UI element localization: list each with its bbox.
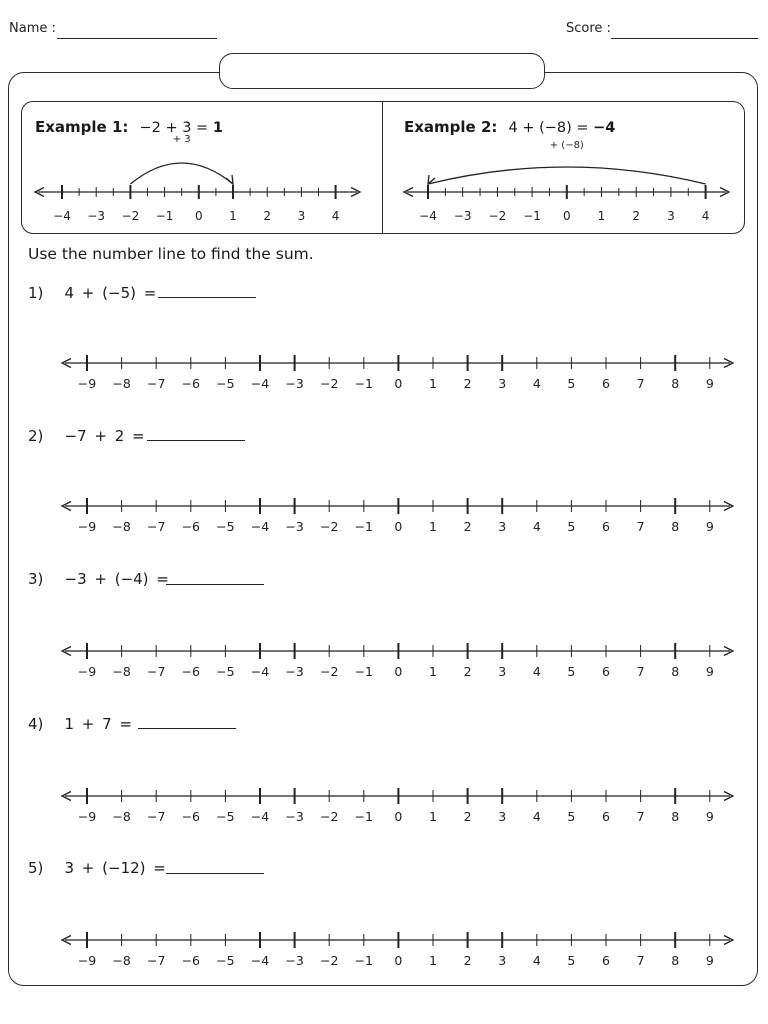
problem-3-line-tick-label-3: −6 [181, 664, 201, 679]
problem-5-line-tick-label-4: −5 [216, 953, 235, 968]
problem-1-line-tick-label-4: −5 [216, 376, 235, 391]
problem-1-line-tick-label-5: −4 [250, 376, 270, 391]
problem-2-line-tick-label-14: 5 [567, 519, 576, 534]
problem-5-line-tick-label-2: −7 [146, 953, 166, 968]
score-label: Score : [566, 21, 611, 36]
problem-3-line-tick-label-8: −1 [354, 664, 374, 679]
problem-5-line-tick-label-3: −6 [181, 953, 201, 968]
problem-5-line-tick-label-5: −4 [250, 953, 270, 968]
problem-1-line-tick-label-7: −2 [319, 376, 339, 391]
example-2-tick-label-1: −3 [453, 209, 472, 223]
problem-2-line-tick-label-6: −3 [285, 519, 304, 534]
problem-4-expression: 1 + 7 = [64, 715, 133, 733]
problem-5-line-tick-label-14: 5 [567, 953, 576, 968]
problem-4-line-tick-label-14: 5 [567, 809, 576, 824]
problem-2-line-tick-label-8: −1 [354, 519, 374, 534]
example-1-tick-label-8: 4 [331, 209, 340, 223]
example-1-tick-label-0: −4 [53, 209, 71, 223]
problem-4-line-tick-label-9: 0 [394, 809, 403, 824]
example-1-title: Example 1: [35, 118, 129, 136]
problem-3-line-tick-label-6: −3 [285, 664, 304, 679]
problem-1-line-tick-label-9: 0 [394, 376, 403, 391]
problem-5-number-line [62, 932, 733, 968]
problem-1-line-tick-label-12: 3 [498, 376, 507, 391]
problem-4-line-tick-label-15: 6 [602, 809, 610, 824]
example-1-tick-label-2: −2 [121, 209, 140, 223]
example-2-tick-label-5: 1 [597, 209, 606, 223]
problem-5-line-tick-label-6: −3 [285, 953, 304, 968]
problem-3-number-line [62, 643, 733, 679]
problem-4-line-tick-label-5: −4 [250, 809, 270, 824]
problem-5-line-tick-label-13: 4 [532, 953, 541, 968]
problem-2-line-tick-label-9: 0 [394, 519, 403, 534]
problem-3-line-tick-label-10: 1 [429, 664, 437, 679]
problem-5-line-tick-label-7: −2 [319, 953, 339, 968]
problem-2-line-tick-label-16: 7 [636, 519, 645, 534]
problem-3-line-tick-label-17: 8 [671, 664, 680, 679]
problem-4-number-line [62, 788, 733, 824]
problem-1-line-tick-label-14: 5 [567, 376, 576, 391]
problem-3-line-tick-label-12: 3 [498, 664, 507, 679]
problem-1-line-tick-label-8: −1 [354, 376, 374, 391]
problem-1-line-tick-label-0: −9 [77, 376, 97, 391]
example-1-tick-label-5: 1 [229, 209, 237, 223]
example-2-tick-label-7: 3 [667, 209, 675, 223]
problem-3-line-tick-label-14: 5 [567, 664, 576, 679]
problem-3-line-tick-label-9: 0 [394, 664, 403, 679]
problem-4-line-tick-label-17: 8 [671, 809, 680, 824]
example-2-tick-label-8: 4 [701, 209, 710, 223]
problem-3-line-tick-label-18: 9 [705, 664, 714, 679]
problem-5-line-tick-label-17: 8 [671, 953, 680, 968]
problem-3-line-tick-label-2: −7 [146, 664, 166, 679]
problem-4-line-tick-label-0: −9 [77, 809, 97, 824]
problem-2-line-tick-label-15: 6 [602, 519, 610, 534]
instruction-text: Use the number line to find the sum. [28, 245, 314, 263]
problem-3-number: 3) [28, 570, 44, 588]
problem-2-line-tick-label-7: −2 [319, 519, 339, 534]
problem-5-expression: 3 + (−12) = [64, 859, 166, 877]
example-1-arc-label: + 3 [172, 134, 191, 145]
problem-2-line-tick-label-5: −4 [250, 519, 270, 534]
problem-2-line-tick-label-10: 1 [429, 519, 437, 534]
problem-5-line-tick-label-1: −8 [112, 953, 131, 968]
problem-2-line-tick-label-3: −6 [181, 519, 201, 534]
problem-1-number: 1) [28, 284, 44, 302]
problem-3-line-tick-label-15: 6 [602, 664, 610, 679]
example-2-tick-label-0: −4 [419, 209, 437, 223]
problem-1-number-line [62, 355, 733, 391]
problem-5-line-tick-label-11: 2 [463, 953, 472, 968]
problem-2-number: 2) [28, 427, 44, 445]
problem-5-line-tick-label-15: 6 [602, 953, 610, 968]
problem-4-line-tick-label-4: −5 [216, 809, 235, 824]
example-2-tick-label-4: 0 [562, 209, 571, 223]
problem-1-line-tick-label-18: 9 [705, 376, 714, 391]
problem-1-line-tick-label-2: −7 [146, 376, 166, 391]
problem-5-line-tick-label-8: −1 [354, 953, 374, 968]
problem-2-number-line [62, 498, 733, 534]
example-1-tick-label-4: 0 [194, 209, 203, 223]
problem-2-line-tick-label-12: 3 [498, 519, 507, 534]
example-2-expression: 4 + (−8) = [508, 120, 594, 136]
problem-1-line-tick-label-16: 7 [636, 376, 645, 391]
problem-2-line-tick-label-11: 2 [463, 519, 472, 534]
problem-1-line-tick-label-1: −8 [112, 376, 131, 391]
problem-2-expression: −7 + 2 = [64, 427, 145, 445]
problem-4-line-tick-label-7: −2 [319, 809, 339, 824]
problem-1-line-tick-label-13: 4 [532, 376, 541, 391]
problem-3-line-tick-label-4: −5 [216, 664, 235, 679]
problem-2-line-tick-label-18: 9 [705, 519, 714, 534]
problem-4-line-tick-label-13: 4 [532, 809, 541, 824]
problem-4-line-tick-label-10: 1 [429, 809, 437, 824]
example-2-tick-label-2: −2 [488, 209, 507, 223]
problem-3-expression: −3 + (−4) = [64, 570, 169, 588]
example-1-expression: −2 + 3 = [139, 120, 213, 136]
problem-2-line-tick-label-1: −8 [112, 519, 131, 534]
problem-4-number: 4) [28, 715, 44, 733]
example-2-tick-label-6: 2 [632, 209, 641, 223]
example-1-tick-label-1: −3 [87, 209, 106, 223]
problem-3-line-tick-label-16: 7 [636, 664, 645, 679]
problem-5-line-tick-label-10: 1 [429, 953, 437, 968]
problem-1-expression: 4 + (−5) = [64, 284, 157, 302]
example-1-tick-label-3: −1 [155, 209, 174, 223]
problem-1-line-tick-label-15: 6 [602, 376, 610, 391]
example-2-result: −4 [593, 120, 616, 136]
problem-3-line-tick-label-11: 2 [463, 664, 472, 679]
problem-3-line-tick-label-5: −4 [250, 664, 270, 679]
problem-2-line-tick-label-4: −5 [216, 519, 235, 534]
example-1-result: 1 [212, 120, 223, 136]
problem-5-line-tick-label-0: −9 [77, 953, 97, 968]
problem-2-line-tick-label-0: −9 [77, 519, 97, 534]
example-1-tick-label-7: 3 [297, 209, 306, 223]
problem-4-line-tick-label-18: 9 [705, 809, 714, 824]
example-2-title: Example 2: [404, 118, 498, 136]
problem-2-line-tick-label-13: 4 [532, 519, 541, 534]
problem-5-line-tick-label-9: 0 [394, 953, 403, 968]
problem-4-line-tick-label-2: −7 [146, 809, 166, 824]
problem-2-line-tick-label-2: −7 [146, 519, 166, 534]
problem-3-line-tick-label-13: 4 [532, 664, 541, 679]
problem-5-number: 5) [28, 859, 44, 877]
name-label: Name : [9, 21, 56, 36]
problem-4-line-tick-label-11: 2 [463, 809, 472, 824]
problem-4-line-tick-label-1: −8 [112, 809, 131, 824]
problem-1-line-tick-label-11: 2 [463, 376, 472, 391]
problem-1-line-tick-label-17: 8 [671, 376, 680, 391]
problem-3-line-tick-label-7: −2 [319, 664, 339, 679]
problem-5-line-tick-label-12: 3 [498, 953, 507, 968]
problem-1-line-tick-label-6: −3 [285, 376, 304, 391]
problem-1-line-tick-label-3: −6 [181, 376, 201, 391]
problem-4-line-tick-label-3: −6 [181, 809, 201, 824]
problem-2-line-tick-label-17: 8 [671, 519, 680, 534]
problem-4-line-tick-label-8: −1 [354, 809, 374, 824]
problem-5-line-tick-label-18: 9 [705, 953, 714, 968]
example-1-tick-label-6: 2 [263, 209, 272, 223]
problem-4-line-tick-label-16: 7 [636, 809, 645, 824]
problem-1-line-tick-label-10: 1 [429, 376, 437, 391]
example-2-arc-label: + (−8) [549, 140, 584, 151]
problem-4-line-tick-label-12: 3 [498, 809, 507, 824]
problem-3-line-tick-label-0: −9 [77, 664, 97, 679]
problem-3-line-tick-label-1: −8 [112, 664, 131, 679]
problem-5-line-tick-label-16: 7 [636, 953, 645, 968]
problem-4-line-tick-label-6: −3 [285, 809, 304, 824]
example-2-tick-label-3: −1 [523, 209, 541, 223]
